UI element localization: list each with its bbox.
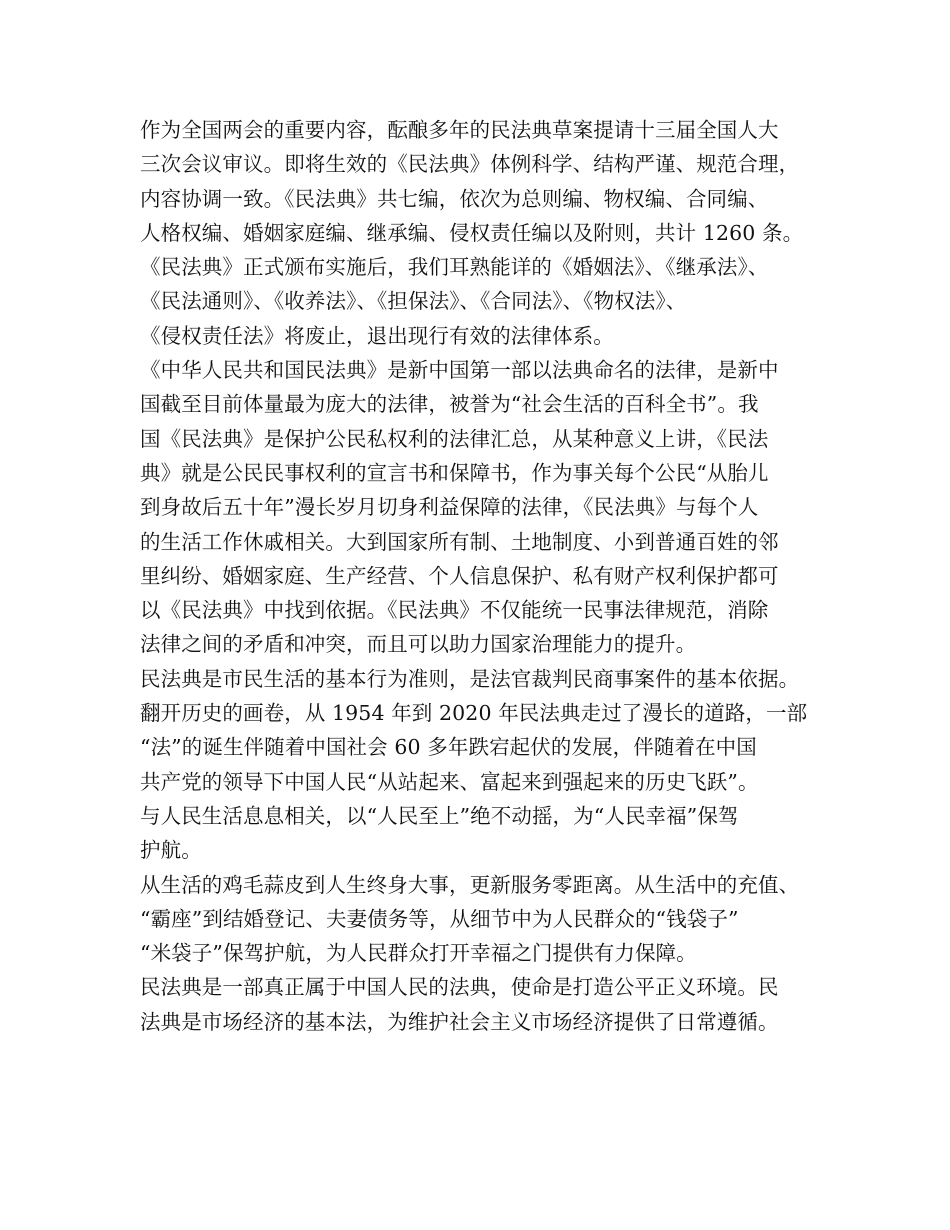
text-line: 三次会议审议。即将生效的《民法典》体例科学、结构严谨、规范合理， bbox=[140, 152, 800, 177]
text-line: 的生活工作休戚相关。大到国家所有制、土地制度、小到普通百姓的邻 bbox=[140, 529, 779, 554]
text-line: 典》就是公民民事权利的宣言书和保障书，作为事关每个公民“从胎儿 bbox=[140, 460, 769, 485]
text-line: 共产党的领导下中国人民“从站起来、富起来到强起来的历史飞跃”。 bbox=[140, 769, 759, 794]
text-line: “霸座”到结婚登记、夫妻债务等，从细节中为人民群众的“钱袋子” bbox=[140, 906, 739, 931]
text-line: 护航。 bbox=[140, 838, 202, 863]
text-line: 《民法典》正式颁布实施后，我们耳熟能详的《婚姻法》、《继承法》、 bbox=[140, 255, 769, 280]
text-line: 法律之间的矛盾和冲突，而且可以助力国家治理能力的提升。 bbox=[140, 632, 697, 657]
text-line: 法典是市场经济的基本法，为维护社会主义市场经济提供了日常遵循。 bbox=[140, 1009, 779, 1034]
text-line: 国《民法典》是保护公民私权利的法律汇总，从某种意义上讲，《民法 bbox=[140, 426, 769, 451]
text-line: 里纠纷、婚姻家庭、生产经营、个人信息保护、私有财产权利保护都可 bbox=[140, 563, 779, 588]
text-line: 内容协调一致。《民法典》共七编，依次为总则编、物权编、合同编、 bbox=[140, 186, 769, 211]
text-line: 《侵权责任法》将废止，退出现行有效的法律体系。 bbox=[140, 323, 614, 348]
text-line: 《中华人民共和国民法典》是新中国第一部以法典命名的法律，是新中 bbox=[140, 358, 779, 383]
text-line: “法”的诞生伴随着中国社会 60 多年跌宕起伏的发展，伴随着在中国 bbox=[140, 735, 757, 760]
text-line: 民法典是市民生活的基本行为准则，是法官裁判民商事案件的基本依据。 bbox=[140, 666, 800, 691]
text-line: 作为全国两会的重要内容，酝酿多年的民法典草案提请十三届全国人大 bbox=[140, 118, 779, 142]
text-line: 到身故后五十年”漫长岁月切身利益保障的法律，《民法典》与每个人 bbox=[140, 495, 759, 520]
text-line: 《民法通则》、《收养法》、《担保法》、《合同法》、《物权法》、 bbox=[140, 289, 687, 314]
text-line: 以《民法典》中找到依据。《民法典》不仅能统一民事法律规范，消除 bbox=[140, 598, 769, 623]
text-line: “米袋子”保驾护航，为人民群众打开幸福之门提供有力保障。 bbox=[140, 941, 697, 966]
text-line: 人格权编、婚姻家庭编、继承编、侵权责任编以及附则，共计 1260 条。 bbox=[140, 220, 804, 245]
text-line: 民法典是一部真正属于中国人民的法典，使命是打造公平正义环境。民 bbox=[140, 975, 779, 1000]
text-line: 国截至目前体量最为庞大的法律，被誉为“社会生活的百科全书”。我 bbox=[140, 392, 759, 417]
text-line: 从生活的鸡毛蒜皮到人生终身大事，更新服务零距离。从生活中的充值、 bbox=[140, 872, 800, 897]
text-line: 翻开历史的画卷，从 1954 年到 2020 年民法典走过了漫长的道路，一部 bbox=[140, 701, 808, 726]
document-body bbox=[140, 113, 830, 1039]
text-line: 与人民生活息息相关，以“人民至上”绝不动摇，为“人民幸福”保驾 bbox=[140, 803, 739, 828]
